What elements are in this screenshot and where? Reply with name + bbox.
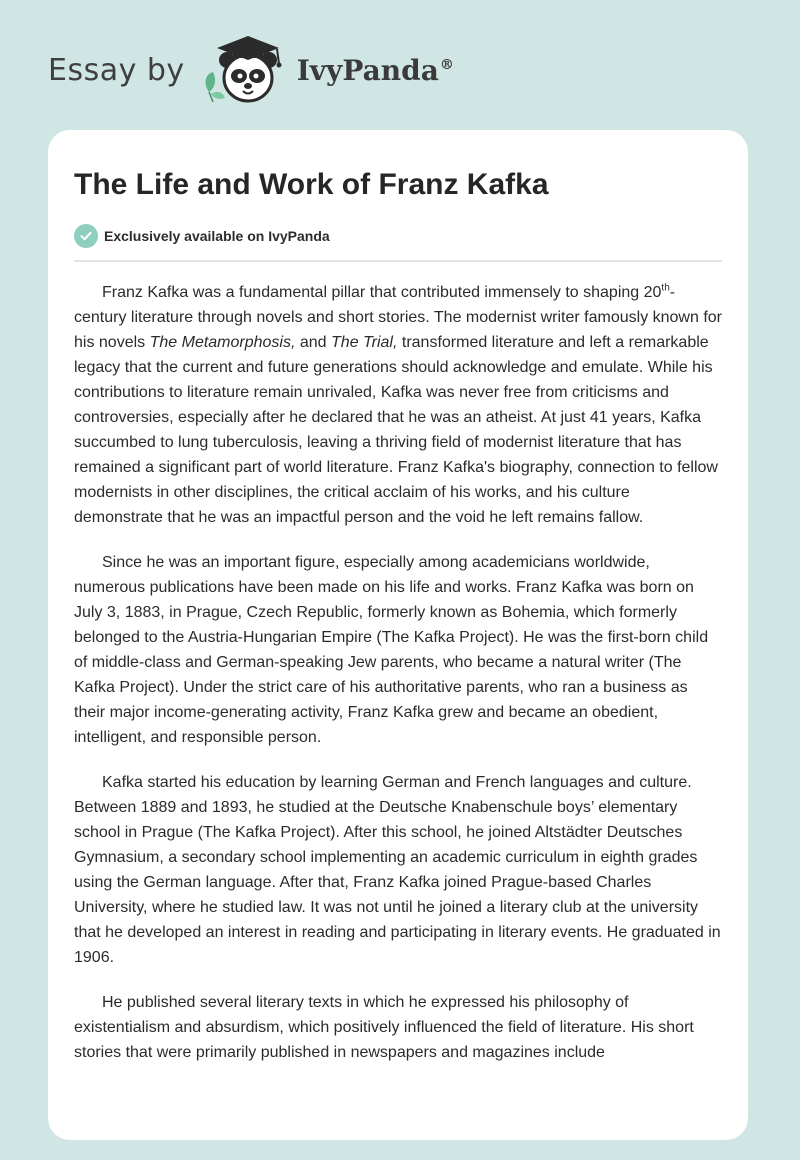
p1-superscript: th bbox=[661, 282, 670, 294]
brand-text: IvyPanda bbox=[296, 53, 439, 87]
p1-text-a: Franz Kafka was a fundamental pillar that contributed immensely to shaping 20 bbox=[102, 284, 662, 301]
p1-text-b: -century literature through novels and short stories. The modernist writer famously known for his novels bbox=[74, 284, 722, 351]
divider bbox=[74, 260, 722, 262]
site-header bbox=[48, 30, 508, 110]
check-circle-icon bbox=[74, 224, 98, 248]
essay-card bbox=[48, 130, 748, 1140]
panda-graduate-logo-icon[interactable] bbox=[199, 32, 291, 108]
paragraph-1 bbox=[74, 280, 722, 530]
p1-title-metamorphosis: The Metamorphosis, bbox=[149, 334, 296, 351]
essay-by-label: Essay by bbox=[48, 52, 185, 88]
paragraph-2: Since he was an important figure, especially among academicians worldwide, numerous publications have been made on his life and works. Franz Kafka was born on July 3, 1883, in Prague, Czech Republic, formerly known as Bohemia, which formerly belonged to the Austria-Hungarian Empire (The Kafka Project). He was the first-born child of middle-class and German-speaking Jew parents, who became a natural writer (The Kafka Project). Under the strict care of his authoritative parents, who ran a business as their major income-generating activity, Franz Kafka grew and became an obedient, intelligent, and responsible person. bbox=[74, 554, 709, 746]
essay-title: The Life and Work of Franz Kafka bbox=[74, 168, 549, 201]
p1-text-d: transformed literature and left a remarkable legacy that the current and future generations should acknowledge and emulate. While his contributions to literature remain unrivaled, Kafka was never free from criticisms and controversies, especially after he declared that he was an atheist. At just 41 years, Kafka succumbed to lung tuberculosis, leaving a thriving field of modernist literature that has remained a significant part of world literature. Franz Kafka's biography, connection to fellow modernists in other disciplines, the critical acclaim of his works, and his culture demonstrate that he was an impactful person and the void he left remains fallow. bbox=[74, 334, 718, 526]
exclusive-badge bbox=[74, 224, 722, 248]
paragraph-3: Kafka started his education by learning German and French languages and culture. Between 1889 and 1893, he studied at the Deutsche Knabenschule boys’ elementary school in Prague (The Kafka Project). After this school, he joined Altstädter Deutsches Gymnasium, a secondary school implementing an academic curriculum in eighth grades using the German language. After that, Franz Kafka joined Prague-based Charles University, where he studied law. It was not until he joined a literary club at the university that he developed an interest in reading and participating in literary events. He graduated in 1906. bbox=[74, 774, 721, 966]
brand-name bbox=[297, 54, 454, 87]
exclusive-badge-text: Exclusively available on IvyPanda bbox=[104, 228, 330, 244]
registered-mark: ® bbox=[439, 57, 454, 74]
paragraph-4: He published several literary texts in which he expressed his philosophy of existentialism and absurdism, which positively influenced the field of literature. His short stories that were primarily published in newspapers and magazines include bbox=[74, 994, 694, 1061]
p1-text-c: and bbox=[295, 334, 332, 351]
p1-title-trial: The Trial, bbox=[331, 334, 398, 351]
